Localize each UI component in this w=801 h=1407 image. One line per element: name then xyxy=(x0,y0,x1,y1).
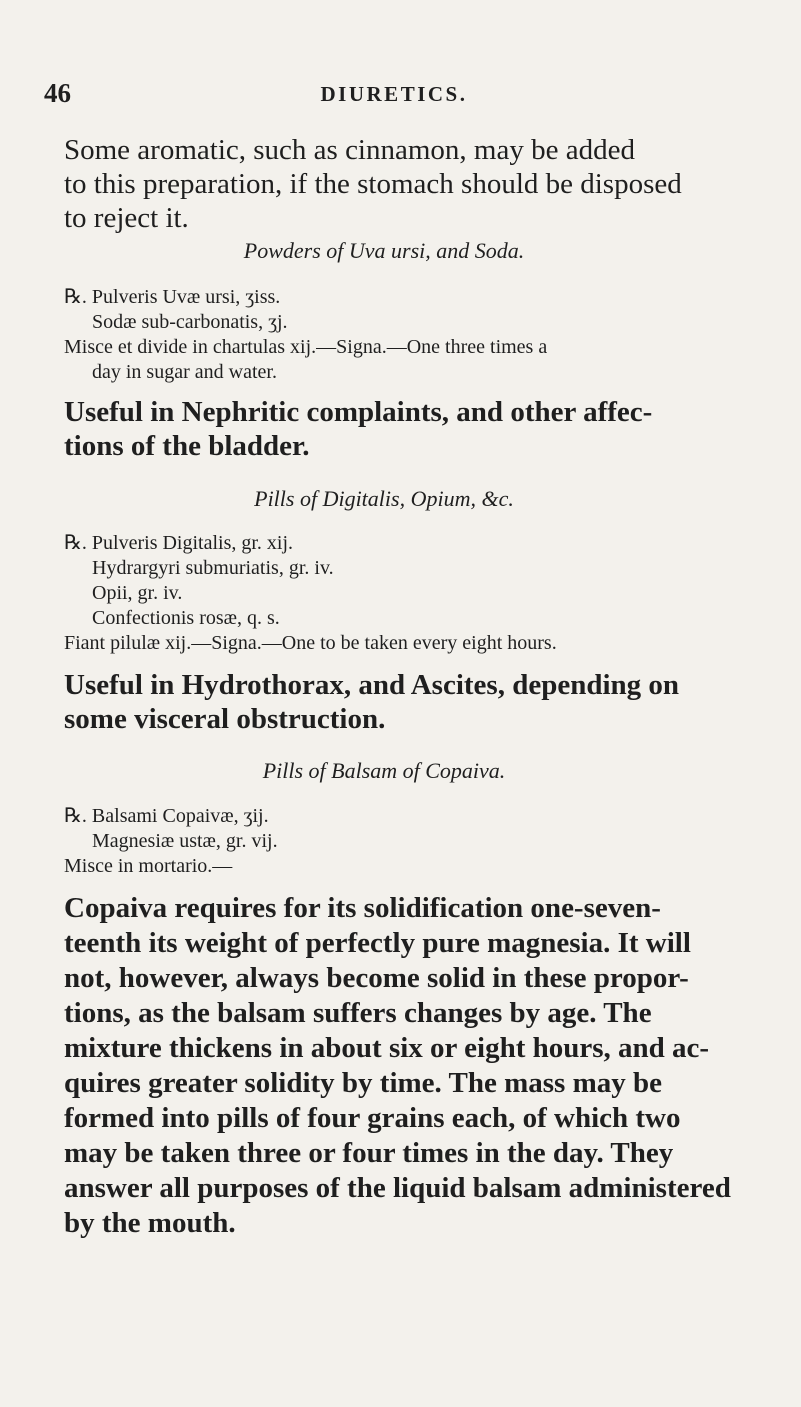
text-line: teenth its weight of perfectly pure magnesia. It will xyxy=(64,927,691,959)
recipe-line: Magnesiæ ustæ, gr. vij. xyxy=(92,830,278,852)
recipe-body xyxy=(64,531,557,656)
recipe-title: Pills of Balsam of Copaiva. xyxy=(262,758,506,783)
recipe-body xyxy=(64,804,278,879)
text-line: Copaiva requires for its solidification one-seven- xyxy=(64,892,661,924)
text-line: by the mouth. xyxy=(64,1207,236,1239)
recipe-line: ℞. Pulveris Digitalis, gr. xij. xyxy=(64,532,294,554)
recipe-title: Powders of Uva ursi, and Soda. xyxy=(243,238,525,263)
recipe-line: Opii, gr. iv. xyxy=(92,582,183,604)
text-line: answer all purposes of the liquid balsam administered xyxy=(64,1172,731,1204)
section-heading xyxy=(64,668,794,736)
recipe-line: Hydrargyri submuriatis, gr. iv. xyxy=(92,557,334,579)
intro-paragraph xyxy=(64,133,794,235)
page-header xyxy=(44,78,744,112)
recipe-line: ℞. Pulveris Uvæ ursi, ʒiss. xyxy=(64,286,281,308)
recipe-line: ℞. Balsami Copaivæ, ʒij. xyxy=(64,805,269,827)
recipe-line: Sodæ sub-carbonatis, ʒj. xyxy=(92,311,288,333)
page-number: 46 xyxy=(44,78,71,108)
text-line: to this preparation, if the stomach should be disposed xyxy=(64,168,682,200)
text-line: Useful in Hydrothorax, and Ascites, depending on xyxy=(64,669,680,701)
text-line: some visceral obstruction. xyxy=(64,703,386,735)
text-line: Useful in Nephritic complaints, and other affec- xyxy=(64,396,653,428)
running-head: DIURETICS. xyxy=(320,82,468,106)
section-heading xyxy=(64,395,794,463)
text-line: quires greater solidity by time. The mass may be xyxy=(64,1067,662,1099)
recipe-line: Misce in mortario.— xyxy=(64,855,233,877)
recipe-body xyxy=(64,285,547,385)
recipe-title: Pills of Digitalis, Opium, &c. xyxy=(254,486,514,511)
text-line: tions, as the balsam suffers changes by age. The xyxy=(64,997,652,1029)
text-line: not, however, always become solid in these propor- xyxy=(64,962,689,994)
recipe-line: Confectionis rosæ, q. s. xyxy=(92,607,280,629)
text-line: to reject it. xyxy=(64,202,189,234)
text-line: formed into pills of four grains each, of which two xyxy=(64,1102,681,1134)
text-line: may be taken three or four times in the day. They xyxy=(64,1137,674,1169)
closing-paragraph xyxy=(64,891,794,1241)
recipe-line: Fiant pilulæ xij.—Signa.—One to be taken every eight hours. xyxy=(64,632,557,654)
text-line: mixture thickens in about six or eight hours, and ac- xyxy=(64,1032,710,1064)
recipe-line: Misce et divide in chartulas xij.—Signa.—One three times a xyxy=(64,336,548,358)
text-line: tions of the bladder. xyxy=(64,430,310,462)
recipe-line: day in sugar and water. xyxy=(92,361,277,383)
text-line: Some aromatic, such as cinnamon, may be added xyxy=(64,134,635,166)
